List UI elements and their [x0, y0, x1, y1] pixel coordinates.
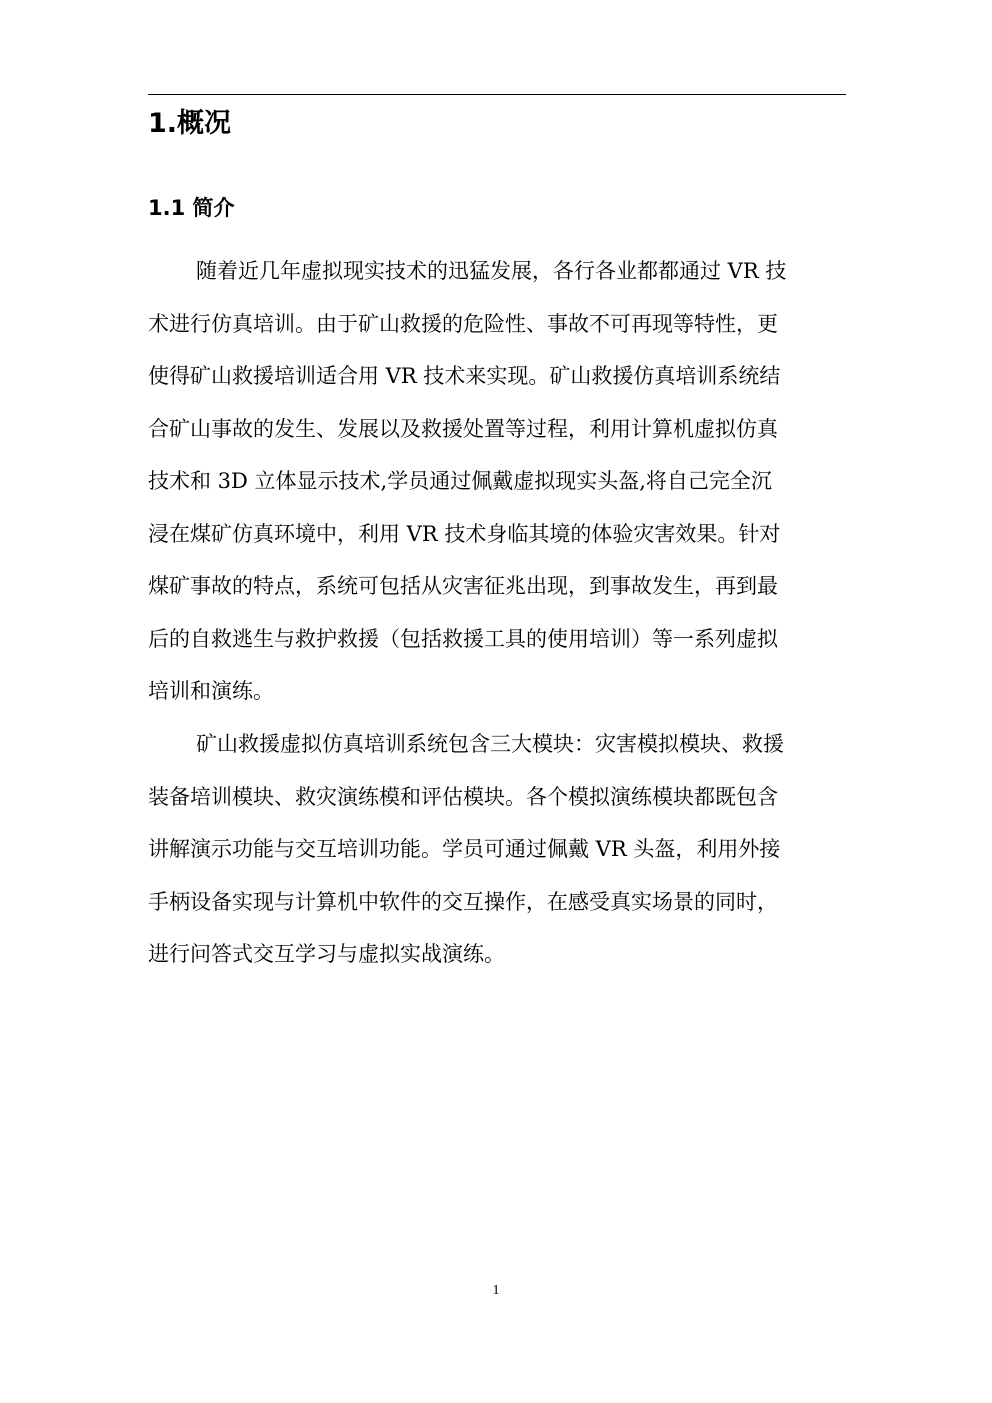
- paragraph-line: 浸在煤矿仿真环境中，利用 VR 技术身临其境的体验灾害效果。针对: [148, 521, 781, 546]
- paragraph-line: 煤矿事故的特点，系统可包括从灾害征兆出现，到事故发生，再到最: [148, 574, 778, 598]
- paragraph-line: 讲解演示功能与交互培训功能。学员可通过佩戴 VR 头盔，利用外接: [148, 837, 781, 861]
- paragraph-line: 装备培训模块、救灾演练模和评估模块。各个模拟演练模块都既包含: [148, 784, 778, 809]
- paragraph-line: 使得矿山救援培训适合用 VR 技术来实现。矿山救援仿真培训系统结: [148, 364, 781, 388]
- paragraph-line: 手柄设备实现与计算机中软件的交互操作，在感受真实场景的同时，: [148, 889, 778, 914]
- paragraph-line: 进行问答式交互学习与虚拟实战演练。: [148, 942, 505, 966]
- paragraph-line: 技术和 3D 立体显示技术,学员通过佩戴虚拟现实头盔,将自己完全沉: [148, 469, 772, 493]
- section-title: 1.1 简介: [148, 196, 235, 220]
- paragraph-line: 术进行仿真培训。由于矿山救援的危险性、事故不可再现等特性，更: [148, 311, 778, 336]
- paragraph-line: 随着近几年虚拟现实技术的迅猛发展，各行各业都都通过 VR 技: [196, 259, 787, 283]
- intro-paragraph-2: [148, 718, 844, 981]
- paragraph-line: 培训和演练。: [148, 679, 274, 703]
- header-rule: [148, 94, 846, 95]
- chapter-title: 1.概况: [148, 108, 232, 139]
- paragraph-line: 后的自救逃生与救护救援（包括救援工具的使用培训）等一系列虚拟: [148, 626, 778, 651]
- paragraph-line: 合矿山事故的发生、发展以及救援处置等过程，利用计算机虚拟仿真: [148, 416, 778, 441]
- intro-paragraph-1: [148, 245, 844, 718]
- page-number: 1: [492, 1283, 500, 1298]
- paragraph-line: 矿山救援虚拟仿真培训系统包含三大模块：灾害模拟模块、救援: [196, 732, 784, 756]
